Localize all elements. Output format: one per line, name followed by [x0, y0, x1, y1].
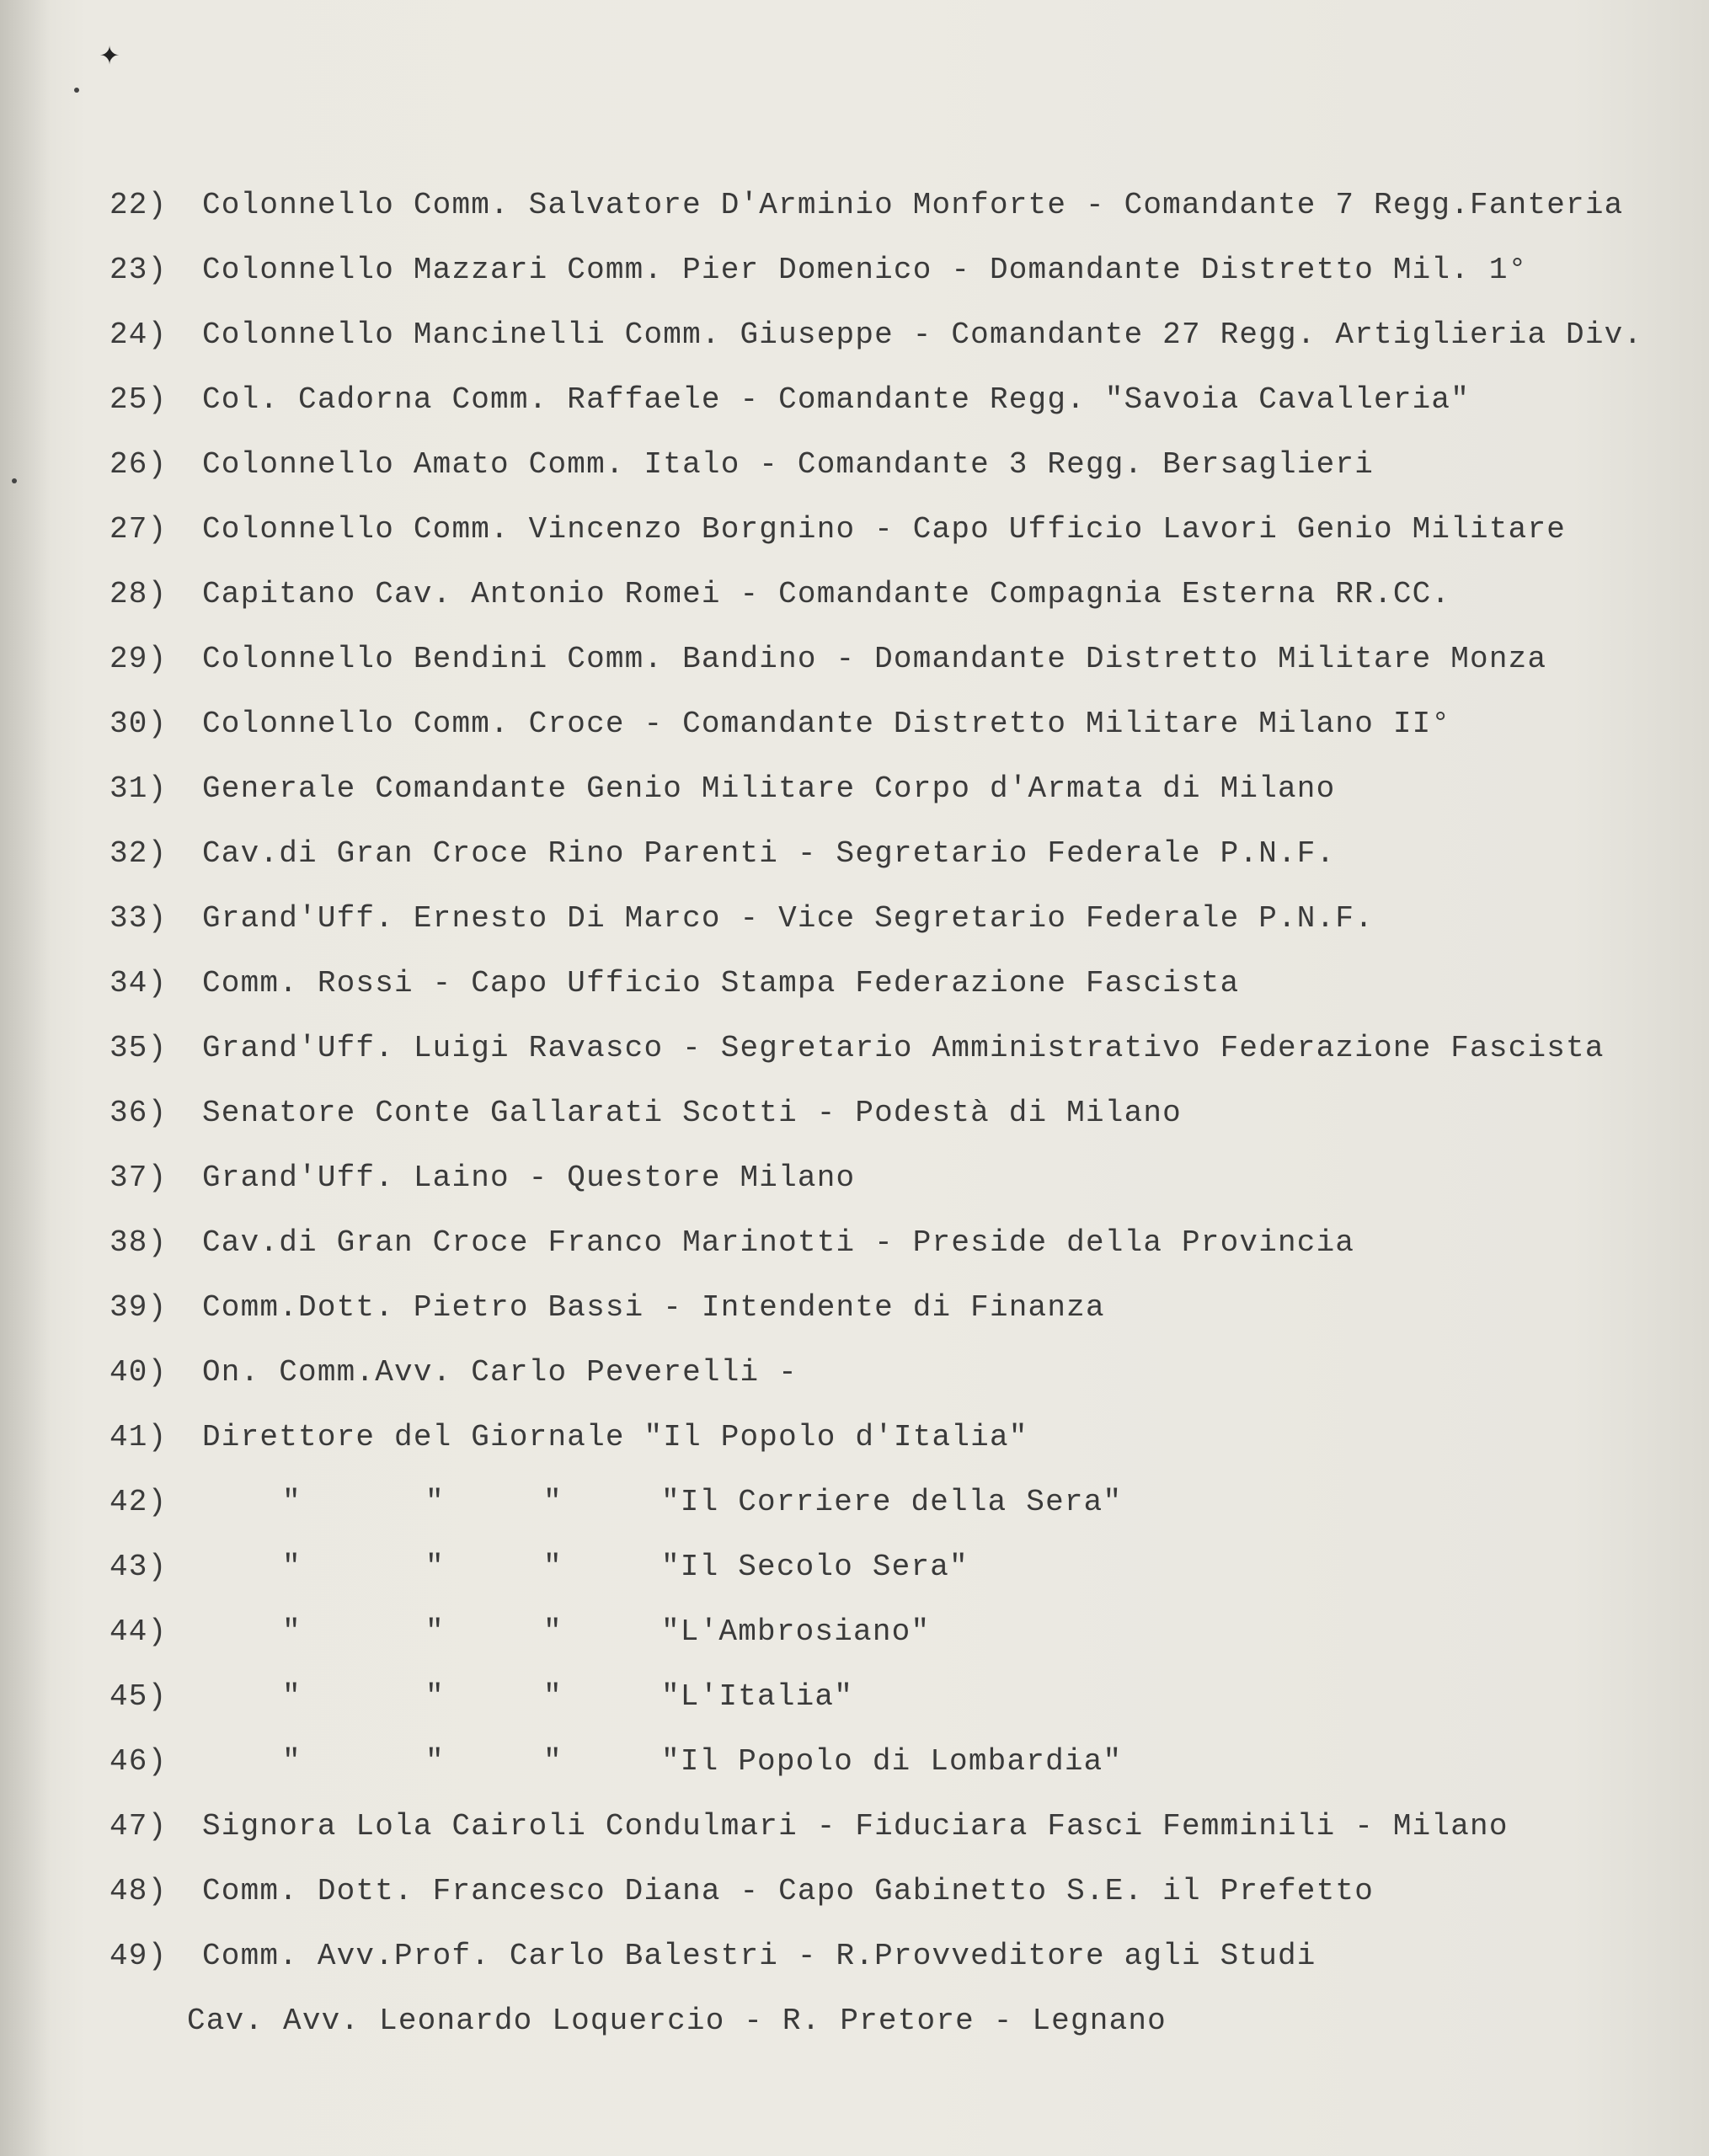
item-text: Comm. Avv.Prof. Carlo Balestri - R.Provveditore agli Studi: [202, 1939, 1316, 1973]
item-number: 27): [109, 512, 168, 547]
item-number: 39): [109, 1290, 168, 1325]
item-text: Comm. Dott. Francesco Diana - Capo Gabinetto S.E. il Prefetto: [202, 1874, 1375, 1908]
item-text: Grand'Uff. Luigi Ravasco - Segretario Amministrativo Federazione Fascista: [202, 1031, 1605, 1065]
newspaper-title: "Il Secolo Sera": [661, 1550, 969, 1584]
item-number: 22): [109, 188, 168, 222]
ink-mark: ✦: [99, 37, 120, 75]
newspaper-title: "L'Ambrosiano": [661, 1614, 931, 1649]
list-item: [109, 432, 1693, 497]
item-number: 33): [109, 901, 168, 936]
ditto-mark: ": [425, 1485, 445, 1519]
item-text: On. Comm.Avv. Carlo Peverelli -: [202, 1355, 798, 1390]
item-number: 43): [109, 1550, 168, 1584]
item-number: 37): [109, 1161, 168, 1195]
item-number: 25): [109, 382, 168, 417]
item-text: Colonnello Mazzari Comm. Pier Domenico - Domandante Distretto Mil. 1°: [202, 253, 1528, 287]
list-item-ditto: [109, 1534, 1693, 1599]
list-item: [109, 1145, 1693, 1210]
item-number: 36): [109, 1096, 168, 1130]
list-item: [109, 756, 1693, 821]
ditto-mark: ": [543, 1550, 563, 1584]
item-number: 47): [109, 1809, 168, 1844]
item-number: 35): [109, 1031, 168, 1065]
item-text: Generale Comandante Genio Militare Corpo d'Armata di Milano: [202, 771, 1336, 806]
list-item-ditto: [109, 1470, 1693, 1534]
ditto-mark: ": [425, 1614, 445, 1649]
item-text: Cav.di Gran Croce Rino Parenti - Segretario Federale P.N.F.: [202, 836, 1336, 871]
item-text: Comm.Dott. Pietro Bassi - Intendente di Finanza: [202, 1290, 1105, 1325]
list-item-ditto: [109, 1664, 1693, 1729]
newspaper-title: "Il Corriere della Sera": [661, 1485, 1123, 1519]
list-item: [109, 1405, 1693, 1470]
list-item: [109, 1081, 1693, 1145]
item-number: 30): [109, 707, 168, 741]
item-number: 41): [109, 1420, 168, 1454]
item-text: Cav.di Gran Croce Franco Marinotti - Preside della Provincia: [202, 1225, 1355, 1260]
item-number: 49): [109, 1939, 168, 1973]
ditto-mark: ": [425, 1550, 445, 1584]
ditto-mark: ": [282, 1550, 302, 1584]
list-item: [109, 302, 1693, 367]
list-item-ditto: [109, 1599, 1693, 1664]
item-number: 26): [109, 447, 168, 482]
ditto-mark: ": [543, 1614, 563, 1649]
item-number: 46): [109, 1744, 168, 1779]
item-text: Col. Cadorna Comm. Raffaele - Comandante Regg. "Savoia Cavalleria": [202, 382, 1471, 417]
item-number: 28): [109, 577, 168, 611]
ditto-mark: ": [282, 1614, 302, 1649]
item-text: Comm. Rossi - Capo Ufficio Stampa Federazione Fascista: [202, 966, 1240, 1001]
list-item: [109, 1210, 1693, 1275]
item-number: 32): [109, 836, 168, 871]
ink-dot: [74, 88, 79, 93]
item-text: Colonnello Amato Comm. Italo - Comandante 3 Regg. Bersaglieri: [202, 447, 1375, 482]
list-item: [109, 1340, 1693, 1405]
list-item: [109, 951, 1693, 1016]
item-text: Colonnello Bendini Comm. Bandino - Domandante Distretto Militare Monza: [202, 642, 1547, 676]
item-text: Colonnello Comm. Vincenzo Borgnino - Capo Ufficio Lavori Genio Militare: [202, 512, 1567, 547]
list-item: [109, 562, 1693, 627]
item-number: 40): [109, 1355, 168, 1390]
list-item: [109, 1924, 1693, 1988]
item-number: 44): [109, 1614, 168, 1649]
item-number: 48): [109, 1874, 168, 1908]
ditto-mark: ": [543, 1679, 563, 1714]
ditto-mark: ": [282, 1485, 302, 1519]
list-item: [109, 1794, 1693, 1859]
ditto-mark: ": [425, 1679, 445, 1714]
item-number: 24): [109, 318, 168, 352]
ditto-mark: ": [282, 1744, 302, 1779]
ditto-mark: ": [282, 1679, 302, 1714]
list-item-ditto: [109, 1729, 1693, 1794]
item-number: 45): [109, 1679, 168, 1714]
list-item-continuation: [109, 1988, 1693, 2053]
list-item: [109, 691, 1693, 756]
ditto-mark: ": [543, 1485, 563, 1519]
item-text: Capitano Cav. Antonio Romei - Comandante Compagnia Esterna RR.CC.: [202, 577, 1451, 611]
list-item: [109, 237, 1693, 302]
item-text: Colonnello Comm. Croce - Comandante Distretto Militare Milano II°: [202, 707, 1451, 741]
item-number: 34): [109, 966, 168, 1001]
item-number: 38): [109, 1225, 168, 1260]
ditto-mark: ": [425, 1744, 445, 1779]
newspaper-title: "Il Popolo di Lombardia": [661, 1744, 1123, 1779]
item-text: Grand'Uff. Laino - Questore Milano: [202, 1161, 856, 1195]
list-item: [109, 821, 1693, 886]
list-item: [109, 173, 1693, 237]
item-number: 29): [109, 642, 168, 676]
newspaper-title: "L'Italia": [661, 1679, 854, 1714]
list-item: [109, 367, 1693, 432]
item-text: Grand'Uff. Ernesto Di Marco - Vice Segretario Federale P.N.F.: [202, 901, 1375, 936]
item-text: Signora Lola Cairoli Condulmari - Fiduciara Fasci Femminili - Milano: [202, 1809, 1509, 1844]
list-item: [109, 1016, 1693, 1081]
list-item: [109, 627, 1693, 691]
list-item: [109, 1859, 1693, 1924]
list-item: [109, 1275, 1693, 1340]
item-text: Direttore del Giornale "Il Popolo d'Italia": [202, 1420, 1028, 1454]
list-item: [109, 497, 1693, 562]
item-text: Senatore Conte Gallarati Scotti - Podestà di Milano: [202, 1096, 1182, 1130]
item-text: Colonnello Mancinelli Comm. Giuseppe - Comandante 27 Regg. Artiglieria Div.: [202, 318, 1643, 352]
ink-dot: [12, 478, 17, 483]
item-text: Cav. Avv. Leonardo Loquercio - R. Pretore - Legnano: [187, 2004, 1167, 2038]
item-number: 42): [109, 1485, 168, 1519]
guest-list: [109, 173, 1693, 2053]
item-number: 23): [109, 253, 168, 287]
list-item: [109, 886, 1693, 951]
item-text: Colonnello Comm. Salvatore D'Arminio Monforte - Comandante 7 Regg.Fanteria: [202, 188, 1624, 222]
item-number: 31): [109, 771, 168, 806]
page-edge-shadow: [0, 0, 51, 2156]
ditto-mark: ": [543, 1744, 563, 1779]
